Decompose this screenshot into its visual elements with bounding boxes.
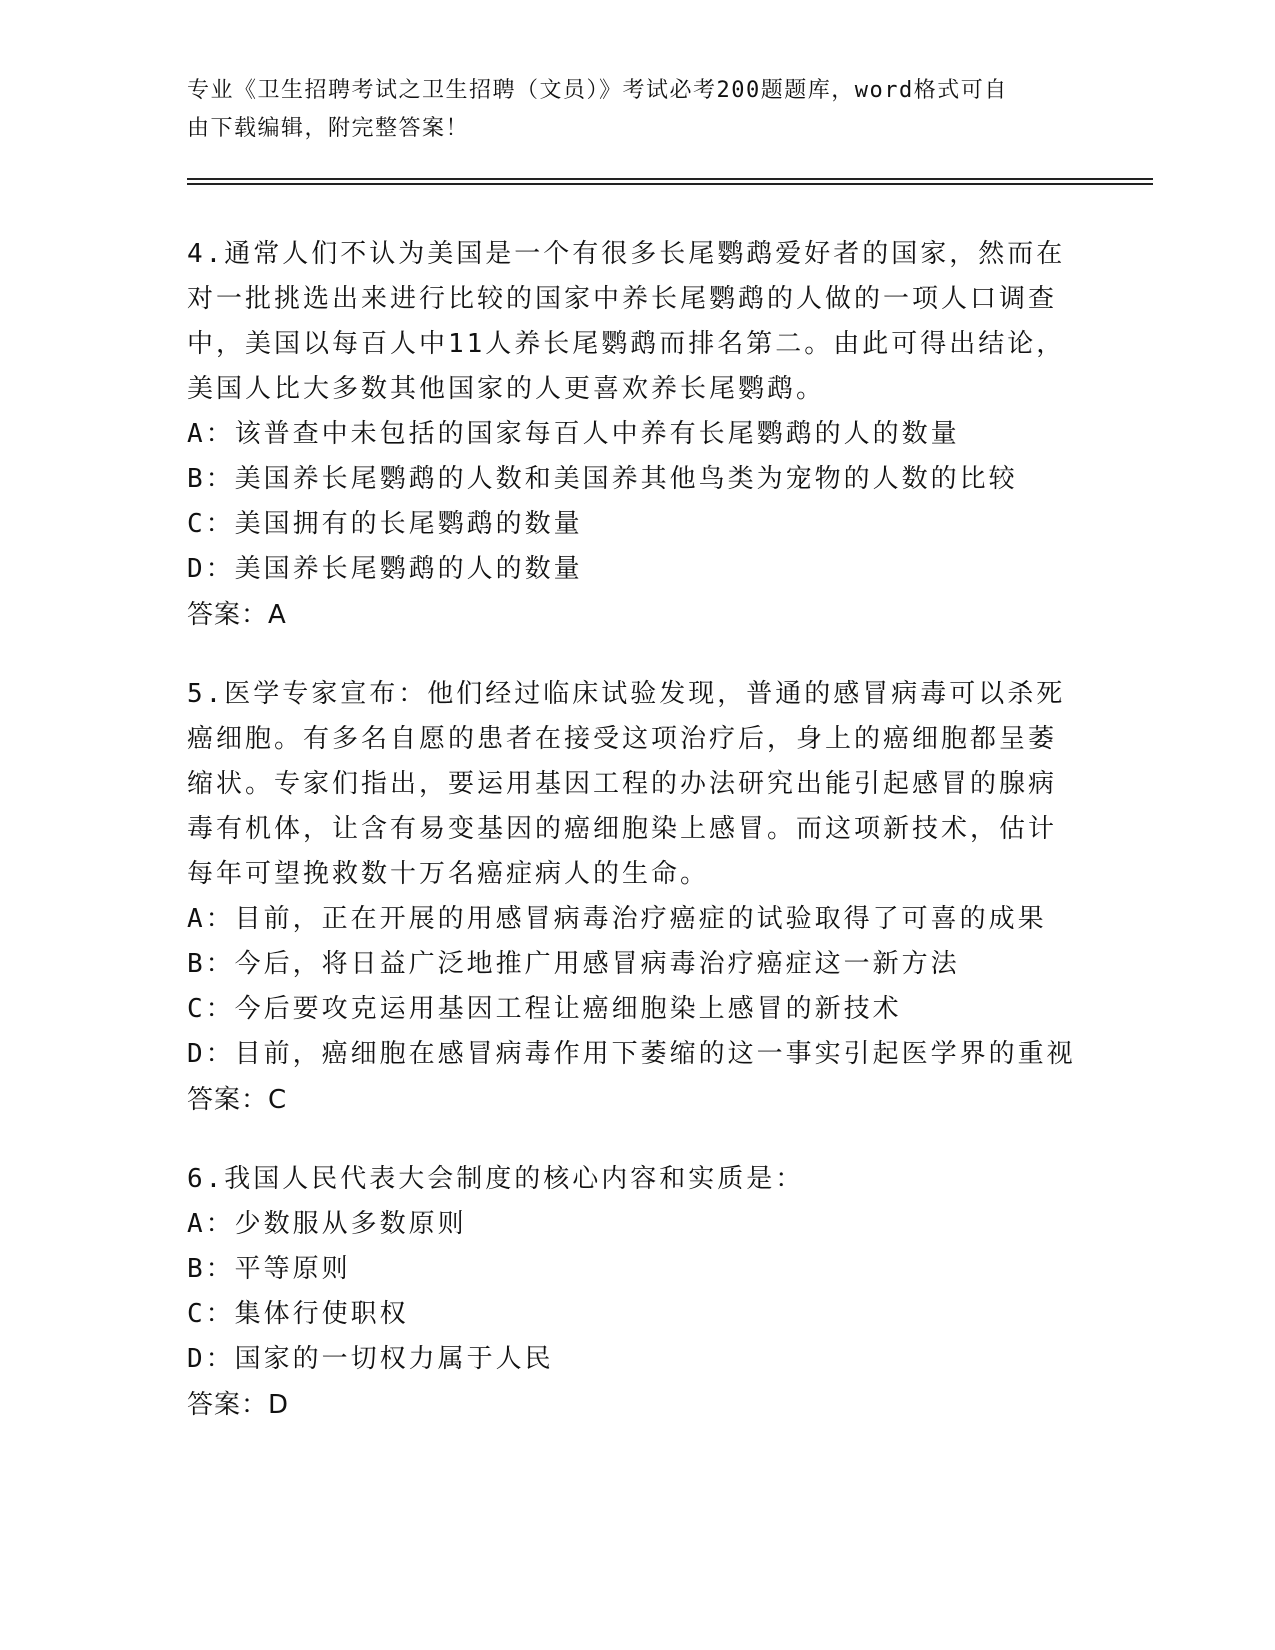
option-a: A：目前，正在开展的用感冒病毒治疗癌症的试验取得了可喜的成果	[187, 904, 1047, 934]
option-a: A：该普查中未包括的国家每百人中养有长尾鹦鹉的人的数量	[187, 419, 960, 449]
stem-line: 缩状。专家们指出，要运用基因工程的办法研究出能引起感冒的腺病	[187, 769, 1058, 799]
question-stem	[187, 232, 1087, 412]
stem-line: 对一批挑选出来进行比较的国家中养长尾鹦鹉的人做的一项人口调查	[187, 284, 1058, 314]
stem-line: 中，美国以每百人中11人养长尾鹦鹉而排名第二。由此可得出结论，	[187, 329, 1066, 359]
header-divider	[187, 183, 1153, 185]
question-stem	[187, 672, 1087, 897]
option-a: A：少数服从多数原则	[187, 1209, 467, 1239]
stem-line: 4.通常人们不认为美国是一个有很多长尾鹦鹉爱好者的国家，然而在	[187, 239, 1066, 269]
option-b: B：美国养长尾鹦鹉的人数和美国养其他鸟类为宠物的人数的比较	[187, 464, 1018, 494]
option-d: D：目前，癌细胞在感冒病毒作用下萎缩的这一事实引起医学界的重视	[187, 1039, 1076, 1069]
question-5	[187, 672, 1087, 1123]
option-c: C：美国拥有的长尾鹦鹉的数量	[187, 509, 583, 539]
header-divider	[187, 178, 1153, 180]
option-d: D：美国养长尾鹦鹉的人的数量	[187, 554, 583, 584]
option-c: C：集体行使职权	[187, 1299, 409, 1329]
question-list	[187, 232, 1087, 1462]
option-b: B：平等原则	[187, 1254, 351, 1284]
stem-line: 5.医学专家宣布：他们经过临床试验发现，普通的感冒病毒可以杀死	[187, 679, 1066, 709]
stem-line: 癌细胞。有多名自愿的患者在接受这项治疗后，身上的癌细胞都呈萎	[187, 724, 1058, 754]
option-d: D：国家的一切权力属于人民	[187, 1344, 554, 1374]
option-c: C：今后要攻克运用基因工程让癌细胞染上感冒的新技术	[187, 994, 902, 1024]
stem-line: 6.我国人民代表大会制度的核心内容和实质是：	[187, 1164, 805, 1194]
stem-line: 每年可望挽救数十万名癌症病人的生命。	[187, 859, 710, 889]
header-line: 专业《卫生招聘考试之卫生招聘（文员）》考试必考200题题库，word格式可自	[187, 78, 1008, 103]
question-4	[187, 232, 1087, 638]
document-header	[187, 72, 1067, 148]
stem-line: 毒有机体，让含有易变基因的癌细胞染上感冒。而这项新技术，估计	[187, 814, 1058, 844]
option-b: B：今后，将日益广泛地推广用感冒病毒治疗癌症这一新方法	[187, 949, 960, 979]
question-6	[187, 1157, 1087, 1428]
stem-line: 美国人比大多数其他国家的人更喜欢养长尾鹦鹉。	[187, 374, 826, 404]
answer-label: 答案：D	[187, 1390, 290, 1420]
header-line: 由下载编辑，附完整答案！	[187, 116, 470, 141]
answer-label: 答案：C	[187, 1085, 288, 1115]
answer-label: 答案：A	[187, 600, 287, 630]
question-stem	[187, 1157, 1087, 1202]
